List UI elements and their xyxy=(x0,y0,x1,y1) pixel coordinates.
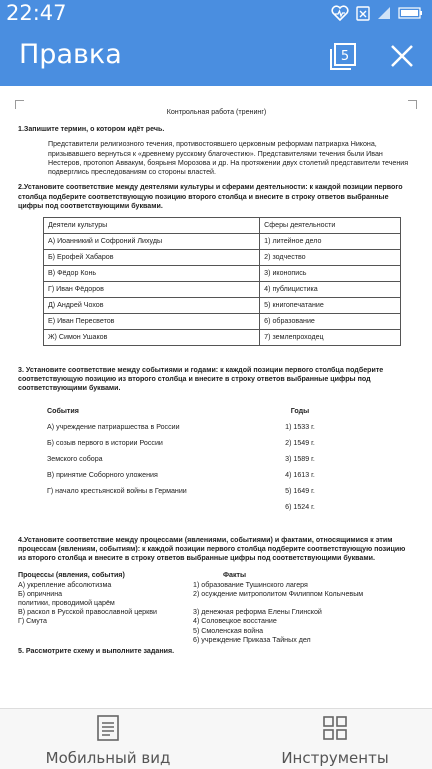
table-cell: Д) Андрей Чохов xyxy=(44,297,260,313)
status-bar xyxy=(0,0,432,26)
list-header: Процессы (явления, события) xyxy=(18,571,125,580)
grid-icon xyxy=(322,715,348,741)
table-cell: Е) Иван Пересветов xyxy=(44,313,260,329)
list-item: 3) денежная реформа Елены Глинской xyxy=(193,608,322,617)
table-cell: 6) образование xyxy=(260,313,401,329)
question-4-heading: 4.Установите соответствие между процессами (явлениями, событиями) и фактами, относящимися к этим процессам (явлениям, событиям): к каждой позиции первого столбца подберите соответствующую позицию из второго столбца и внесите в строку ответов выбранные цифры под соответствующими буквами. xyxy=(18,535,406,563)
table-header: Сферы деятельности xyxy=(260,217,401,233)
table-row xyxy=(44,281,401,297)
table-row xyxy=(43,420,334,436)
status-icons xyxy=(331,5,424,21)
question-1-heading: 1.Запишите термин, о котором идёт речь. xyxy=(18,125,165,134)
mobile-view-button[interactable] xyxy=(38,715,178,767)
table-header: Годы xyxy=(290,407,310,416)
table-cell: В) Фёдор Конь xyxy=(44,265,260,281)
list-item: В) раскол в Русской православной церкви xyxy=(18,608,157,617)
question-3-heading: 3. Установите соответствие между событиями и годами: к каждой позиции первого столбца подберите соответствующую позицию из второго столбца и внесите в строку ответов выбранные цифры под соответствующими буквами. xyxy=(18,365,384,393)
table-row xyxy=(43,436,334,452)
table-row xyxy=(43,484,334,500)
table-cell: 1) 1533 г. xyxy=(285,423,315,432)
table-cell: 5) книгопечатание xyxy=(260,297,401,313)
battery-icon xyxy=(398,7,424,19)
list-item: Г) Смута xyxy=(18,617,47,626)
tabs-button[interactable] xyxy=(327,40,359,72)
table-cell: 2) зодчество xyxy=(260,249,401,265)
sim-off-icon xyxy=(356,6,370,21)
table-cell: 3) иконопись xyxy=(260,265,401,281)
mobile-view-label: Мобильный вид xyxy=(45,749,171,767)
table-row xyxy=(43,452,334,468)
tabs-icon xyxy=(327,40,359,72)
table-row xyxy=(44,265,401,281)
table-cell: А) учреждение патриаршества в России xyxy=(47,423,180,432)
list-item xyxy=(193,599,413,608)
table-cell: 7) землепроходец xyxy=(260,329,401,345)
table-cell: 4) 1613 г. xyxy=(285,471,315,480)
list-item: 2) осуждение митрополитом Филиппом Колычевым xyxy=(193,589,364,598)
question-1-text: Представители религиозного течения, противостоявшего церковным реформам патриарха Никона, призывавшего вернуться к «древнему русскому благочестию». Представителями течения были Иван Нестеров, протопоп Аввакум, боярыня Морозова и др. На протяжении двух столетий представители течения подверглись преследованиям со стороны властей. xyxy=(48,140,409,177)
list-item: 6) учреждение Приказа Тайных дел xyxy=(193,635,311,644)
doc-title: Контрольная работа (тренинг) xyxy=(166,108,267,116)
document-view[interactable] xyxy=(0,86,432,708)
table-cell: 1) литейное дело xyxy=(260,233,401,249)
table-row xyxy=(44,329,401,345)
table-cell: Земского собора xyxy=(47,455,103,464)
question-2-heading: 2.Установите соответствие между деятелями культуры и сферами деятельности: к каждой позиции первого столбца подберите соответствующую позицию второго столбца и внесите в строку ответов выбранные цифры под соответствующими буквами. xyxy=(18,183,403,210)
table-cell: Г) Иван Фёдоров xyxy=(44,281,260,297)
tab-count: 5 xyxy=(340,49,350,64)
list-header: Факты xyxy=(223,571,247,580)
table-header: Деятели культуры xyxy=(44,217,260,233)
table-cell: Ж) Симон Ушаков xyxy=(44,329,260,345)
table-cell: 2) 1549 г. xyxy=(285,439,315,448)
close-icon xyxy=(386,40,418,72)
table-cell: В) принятие Соборного уложения xyxy=(47,471,158,480)
signal-icon xyxy=(377,6,391,20)
table-row xyxy=(44,297,401,313)
processes-list xyxy=(18,571,415,645)
table-cell: Г) начало крестьянской войны в Германии xyxy=(47,487,187,496)
clock: 22:47 xyxy=(6,1,67,25)
page-title: Правка xyxy=(19,39,122,70)
table-row xyxy=(44,233,401,249)
bottom-toolbar xyxy=(0,708,432,769)
table-cell: 5) 1649 г. xyxy=(285,487,315,496)
table-cell: 6) 1524 г. xyxy=(285,503,315,512)
list-item: 4) Соловецкое восстание xyxy=(193,617,277,626)
document-page xyxy=(18,108,415,656)
table-cell: Б) Ерофей Хабаров xyxy=(44,249,260,265)
table-row xyxy=(44,249,401,265)
table-row xyxy=(43,500,334,516)
table-header-row xyxy=(44,217,401,233)
table-cell xyxy=(43,500,266,516)
list-item: А) укрепление абсолютизма xyxy=(18,580,112,589)
question-5-heading: 5. Рассмотрите схему и выполните задания. xyxy=(18,647,175,656)
tools-label: Инструменты xyxy=(281,749,389,767)
app-bar xyxy=(0,26,432,86)
table-row xyxy=(43,468,334,484)
table-row xyxy=(44,313,401,329)
table-cell: 4) публицистика xyxy=(260,281,401,297)
events-table xyxy=(43,404,334,516)
culture-table xyxy=(43,217,401,346)
table-cell: 3) 1589 г. xyxy=(285,455,315,464)
list-item: 1) образование Тушинского лагеря xyxy=(193,580,308,589)
list-item: политики, проводимой царём xyxy=(18,598,115,607)
table-header-row xyxy=(43,404,334,420)
table-cell: А) Иоанникий и Софроний Лихуды xyxy=(44,233,260,249)
list-item: Б) опричнина xyxy=(18,589,63,598)
list-item: 5) Смоленская война xyxy=(193,626,264,635)
table-header: События xyxy=(47,407,79,416)
list-item xyxy=(18,627,193,636)
list-item xyxy=(18,636,193,645)
document-icon xyxy=(96,715,120,741)
tools-button[interactable] xyxy=(260,715,410,767)
close-button[interactable] xyxy=(386,40,418,72)
heart-pulse-icon xyxy=(331,5,349,21)
table-cell: Б) созыв первого в истории России xyxy=(47,439,163,448)
